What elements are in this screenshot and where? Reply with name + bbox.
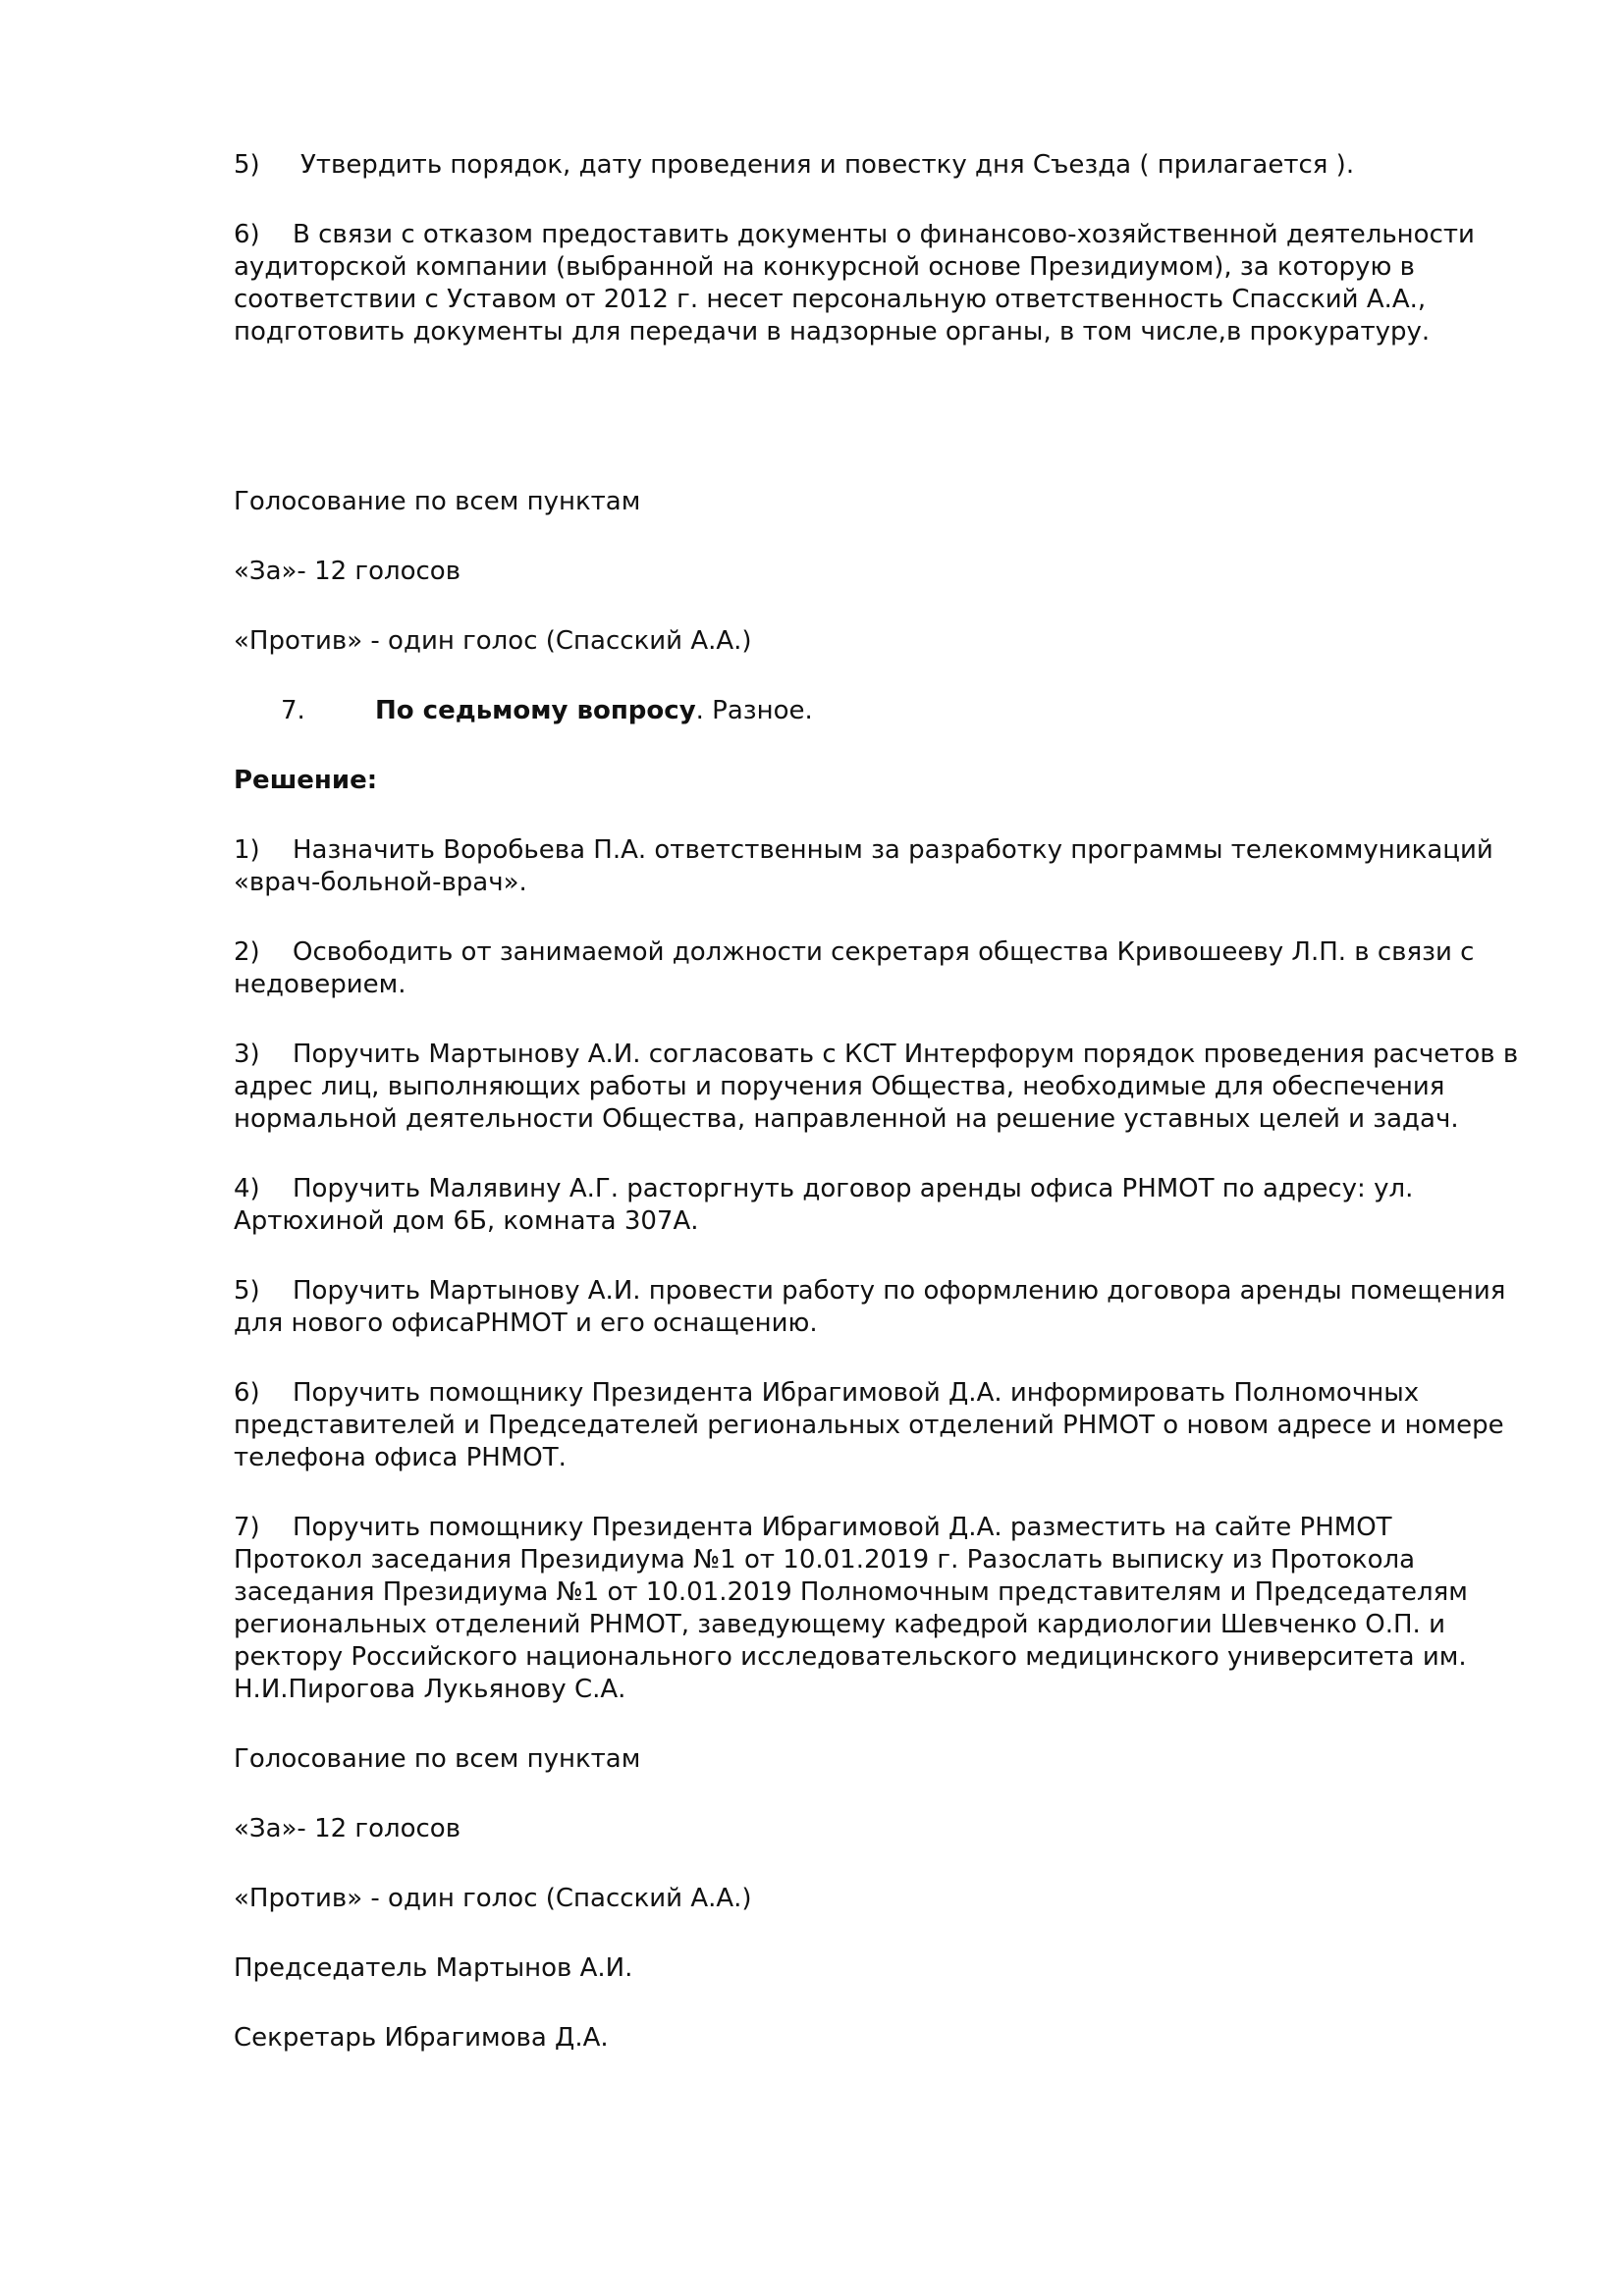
decision-item-5 <box>234 149 1520 182</box>
secretary-signature: Секретарь Ибрагимова Д.А. <box>234 2023 609 2053</box>
decision-item-2 <box>234 936 1520 1001</box>
decision-label: Решение: <box>234 766 378 795</box>
question-number: 7. <box>281 696 305 725</box>
item-text: Утвердить порядок, дату проведения и повестку дня Съезда ( прилагается ). <box>300 150 1355 180</box>
vote-for-2: «За»- 12 голосов <box>234 1814 461 1843</box>
item-text: Поручить помощнику Президента Ибрагимовой Д.А. информировать Полномочных представителей и Председателей региональных отделений РНМОТ о новом адресе и номере телефона офиса РНМОТ. <box>234 1378 1504 1472</box>
item-number: 1) <box>234 835 260 865</box>
vote-for: «За»- 12 голосов <box>234 557 461 586</box>
decision-item-6b <box>234 1377 1520 1474</box>
decision-item-1 <box>234 834 1520 899</box>
vote-against-2: «Против» - один голос (Спасский А.А.) <box>234 1884 752 1913</box>
item-text: В связи с отказом предоставить документы о финансово-хозяйственной деятельности аудиторской компании (выбранной на конкурсной основе Президиумом), за которую в соответствии с Уставом от 2012 г. несет персональную ответственность Спасский А.А., подготовить документы для передачи в надзорные органы, в том числе,в прокуратуру. <box>234 220 1475 347</box>
item-number: 6) <box>234 220 260 249</box>
question-7-heading <box>234 695 1520 727</box>
document-page <box>234 149 1520 2055</box>
item-text: Поручить помощнику Президента Ибрагимовой Д.А. разместить на сайте РНМОТ Протокол заседания Президиума №1 от 10.01.2019 г. Разослать выписку из Протокола заседания Президиума №1 от 10.01.2019 Полномочным представителям и Председателям региональных отделений РНМОТ, заведующему кафедрой кардиологии Шевченко О.П. и ректору Российского национального исследовательского медицинского университета им. Н.И.Пирогова Лукьянову С.А. <box>234 1513 1468 1704</box>
item-number: 2) <box>234 937 260 967</box>
item-text: Освободить от занимаемой должности секретаря общества Кривошееву Л.П. в связи с недоверием. <box>234 937 1475 999</box>
question-title-bold: По седьмому вопросу <box>375 696 696 725</box>
item-text: Назначить Воробьева П.А. ответственным за разработку программы телекоммуникаций «врач-больной-врач». <box>234 835 1493 897</box>
item-text: Поручить Мартынову А.И. провести работу по оформлению договора аренды помещения для нового офисаРНМОТ и его оснащению. <box>234 1276 1506 1338</box>
decision-item-6 <box>234 219 1520 348</box>
item-number: 5) <box>234 1276 260 1306</box>
vote-title: Голосование по всем пунктам <box>234 487 641 516</box>
decision-item-7 <box>234 1512 1520 1706</box>
vote-against: «Против» - один голос (Спасский А.А.) <box>234 626 752 656</box>
decision-item-3 <box>234 1039 1520 1136</box>
item-text: Поручить Малявину А.Г. расторгнуть договор аренды офиса РНМОТ по адресу: ул. Артюхиной дом 6Б, комната 307А. <box>234 1174 1414 1236</box>
item-number: 6) <box>234 1378 260 1408</box>
chairman-signature: Председатель Мартынов А.И. <box>234 1953 633 1983</box>
question-title-rest: . Разное. <box>695 696 813 725</box>
vote-title-2: Голосование по всем пунктам <box>234 1744 641 1774</box>
decision-item-4 <box>234 1173 1520 1238</box>
item-number: 5) <box>234 150 260 180</box>
item-number: 7) <box>234 1513 260 1542</box>
decision-item-5b <box>234 1275 1520 1340</box>
item-number: 3) <box>234 1040 260 1069</box>
item-text: Поручить Мартынову А.И. согласовать с КСТ Интерфорум порядок проведения расчетов в адрес лиц, выполняющих работы и поручения Общества, необходимые для обеспечения нормальной деятельности Общества, направленной на решение уставных целей и задач. <box>234 1040 1519 1134</box>
item-number: 4) <box>234 1174 260 1203</box>
